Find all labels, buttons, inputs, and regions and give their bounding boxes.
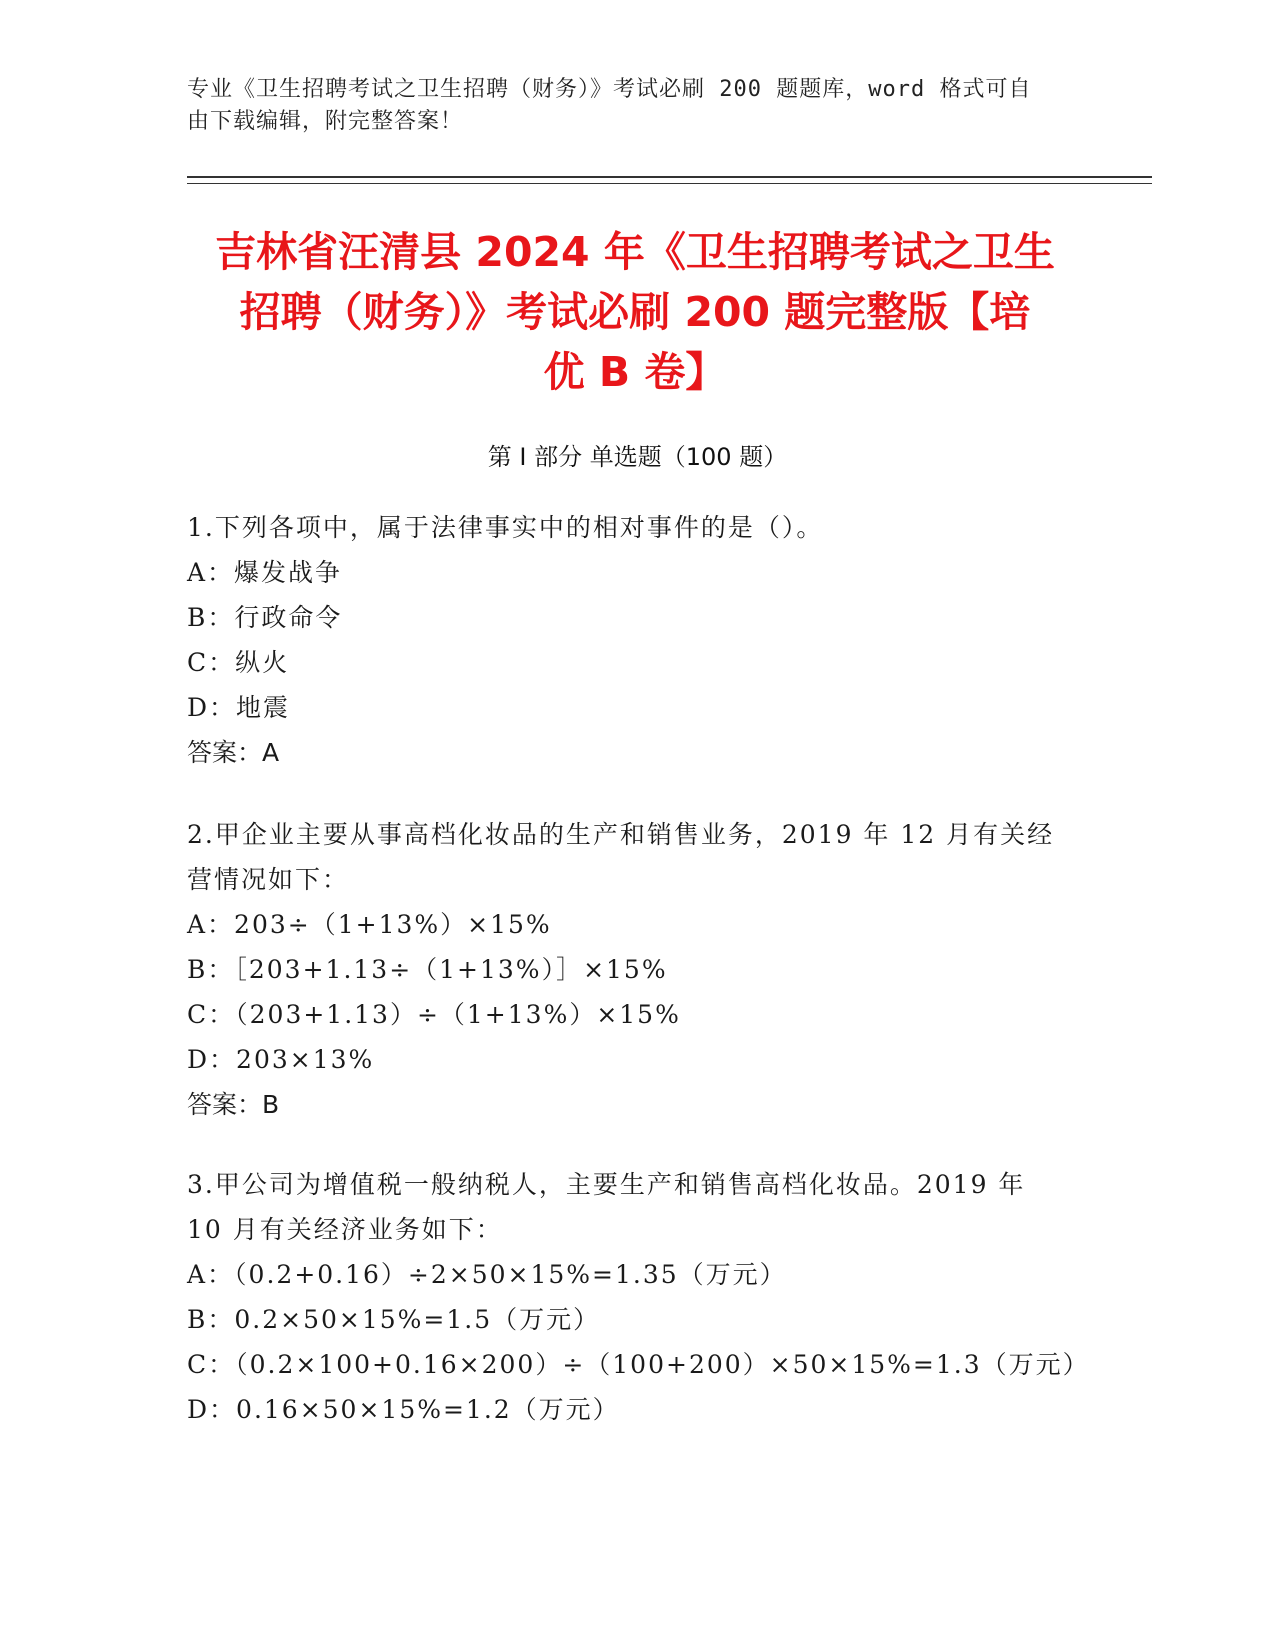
question-stem: 1.下列各项中，属于法律事实中的相对事件的是（）。 — [187, 513, 824, 542]
header-divider-thin — [187, 183, 1152, 184]
option-a: A：爆发战争 — [187, 558, 343, 587]
option-d: D：地震 — [187, 693, 291, 722]
title-line-3: 优 B 卷】 — [543, 348, 727, 396]
title-line-1: 吉林省汪清县 2024 年《卫生招聘考试之卫生 — [215, 228, 1055, 276]
option-a: A：203÷（1+13%）×15% — [187, 910, 552, 939]
intro-text — [187, 74, 1067, 138]
option-c: C：（0.2×100+0.16×200）÷（100+200）×50×15%=1.3（万元） — [187, 1350, 1090, 1379]
question-3 — [187, 1162, 1090, 1432]
option-b: B：0.2×50×15%=1.5（万元） — [187, 1305, 601, 1334]
option-b: B：［203+1.13÷（1+13%）］×15% — [187, 955, 668, 984]
header-divider-thick — [187, 176, 1152, 178]
question-stem-line-2: 营情况如下： — [187, 865, 350, 894]
question-stem-line-1: 2.甲企业主要从事高档化妆品的生产和销售业务，2019 年 12 月有关经 — [187, 820, 1055, 849]
title-line-2: 招聘（财务）》考试必刷 200 题完整版【培 — [239, 288, 1031, 336]
answer: 答案：A — [187, 738, 280, 767]
intro-line-1: 专业《卫生招聘考试之卫生招聘（财务）》考试必刷 200 题题库，word 格式可自 — [187, 77, 1032, 102]
section-heading: 第 I 部分 单选题（100 题） — [487, 443, 788, 471]
answer: 答案：B — [187, 1090, 280, 1119]
question-2 — [187, 812, 1087, 1127]
option-b: B：行政命令 — [187, 603, 343, 632]
intro-line-2: 由下载编辑，附完整答案！ — [187, 109, 464, 134]
option-c: C：纵火 — [187, 648, 290, 677]
document-title — [180, 222, 1090, 402]
question-stem-line-2: 10 月有关经济业务如下： — [187, 1215, 503, 1244]
option-d: D：0.16×50×15%=1.2（万元） — [187, 1395, 620, 1424]
option-a: A：（0.2+0.16）÷2×50×15%=1.35（万元） — [187, 1260, 787, 1289]
option-d: D：203×13% — [187, 1045, 375, 1074]
question-1 — [187, 505, 1087, 775]
question-stem-line-1: 3.甲公司为增值税一般纳税人，主要生产和销售高档化妆品。2019 年 — [187, 1170, 1026, 1199]
option-c: C：（203+1.13）÷（1+13%）×15% — [187, 1000, 681, 1029]
